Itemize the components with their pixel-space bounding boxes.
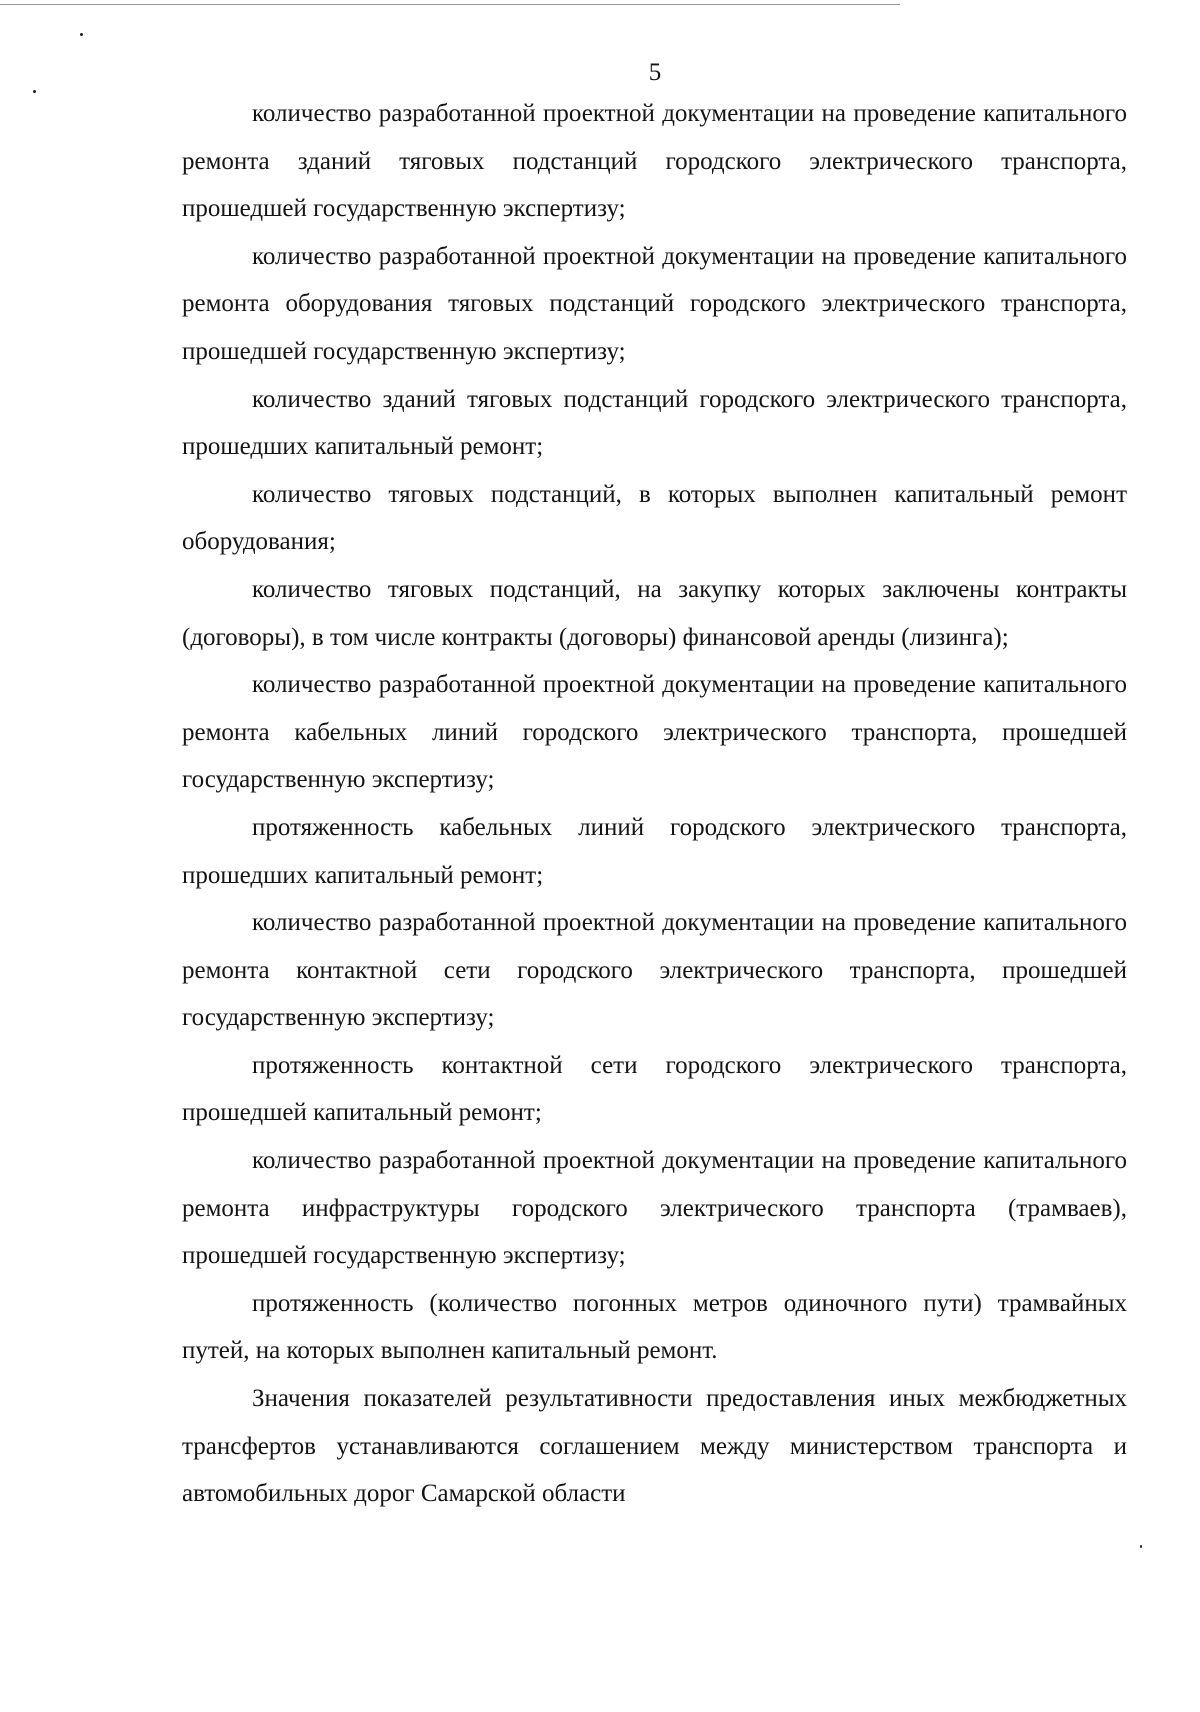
document-body <box>182 90 1127 1518</box>
scan-artifact-line <box>0 4 900 5</box>
paragraph: Значения показателей результативности предоставления иных межбюджетных трансфертов устанавливаются соглашением между министерством транспорта и автомобильных дорог Самарской области <box>182 1385 1127 1508</box>
paragraph: протяженность контактной сети городского электрического транспорта, прошедшей капитальный ремонт; <box>182 1051 1127 1127</box>
paragraph: количество разработанной проектной документации на проведение капитального ремонта оборудования тяговых подстанций городского электрического транспорта, прошедшей государственную экспертизу; <box>182 242 1127 365</box>
scan-speck <box>80 33 83 36</box>
page-number: 5 <box>648 59 662 86</box>
paragraph: протяженность (количество погонных метров одиночного пути) трамвайных путей, на которых выполнен капитальный ремонт. <box>182 1289 1127 1365</box>
scan-speck <box>1140 1545 1142 1548</box>
paragraph: количество разработанной проектной документации на проведение капитального ремонта инфраструктуры городского электрического транспорта (трамваев), прошедшей государственную экспертизу; <box>182 1147 1127 1270</box>
paragraph: количество зданий тяговых подстанций городского электрического транспорта, прошедших капитальный ремонт; <box>182 385 1127 461</box>
paragraph: количество тяговых подстанций, на закупку которых заключены контракты (договоры), в том числе контракты (договоры) финансовой аренды (лизинга); <box>182 575 1127 651</box>
paragraph: количество тяговых подстанций, в которых выполнен капитальный ремонт оборудования; <box>182 480 1127 556</box>
paragraph: количество разработанной проектной документации на проведение капитального ремонта кабельных линий городского электрического транспорта, прошедшей государственную экспертизу; <box>182 671 1127 794</box>
paragraph: количество разработанной проектной документации на проведение капитального ремонта контактной сети городского электрического транспорта, прошедшей государственную экспертизу; <box>182 909 1127 1032</box>
paragraph: количество разработанной проектной документации на проведение капитального ремонта зданий тяговых подстанций городского электрического транспорта, прошедшей государственную экспертизу; <box>182 100 1127 223</box>
paragraph: протяженность кабельных линий городского электрического транспорта, прошедших капитальный ремонт; <box>182 813 1127 889</box>
scan-speck <box>33 90 36 93</box>
